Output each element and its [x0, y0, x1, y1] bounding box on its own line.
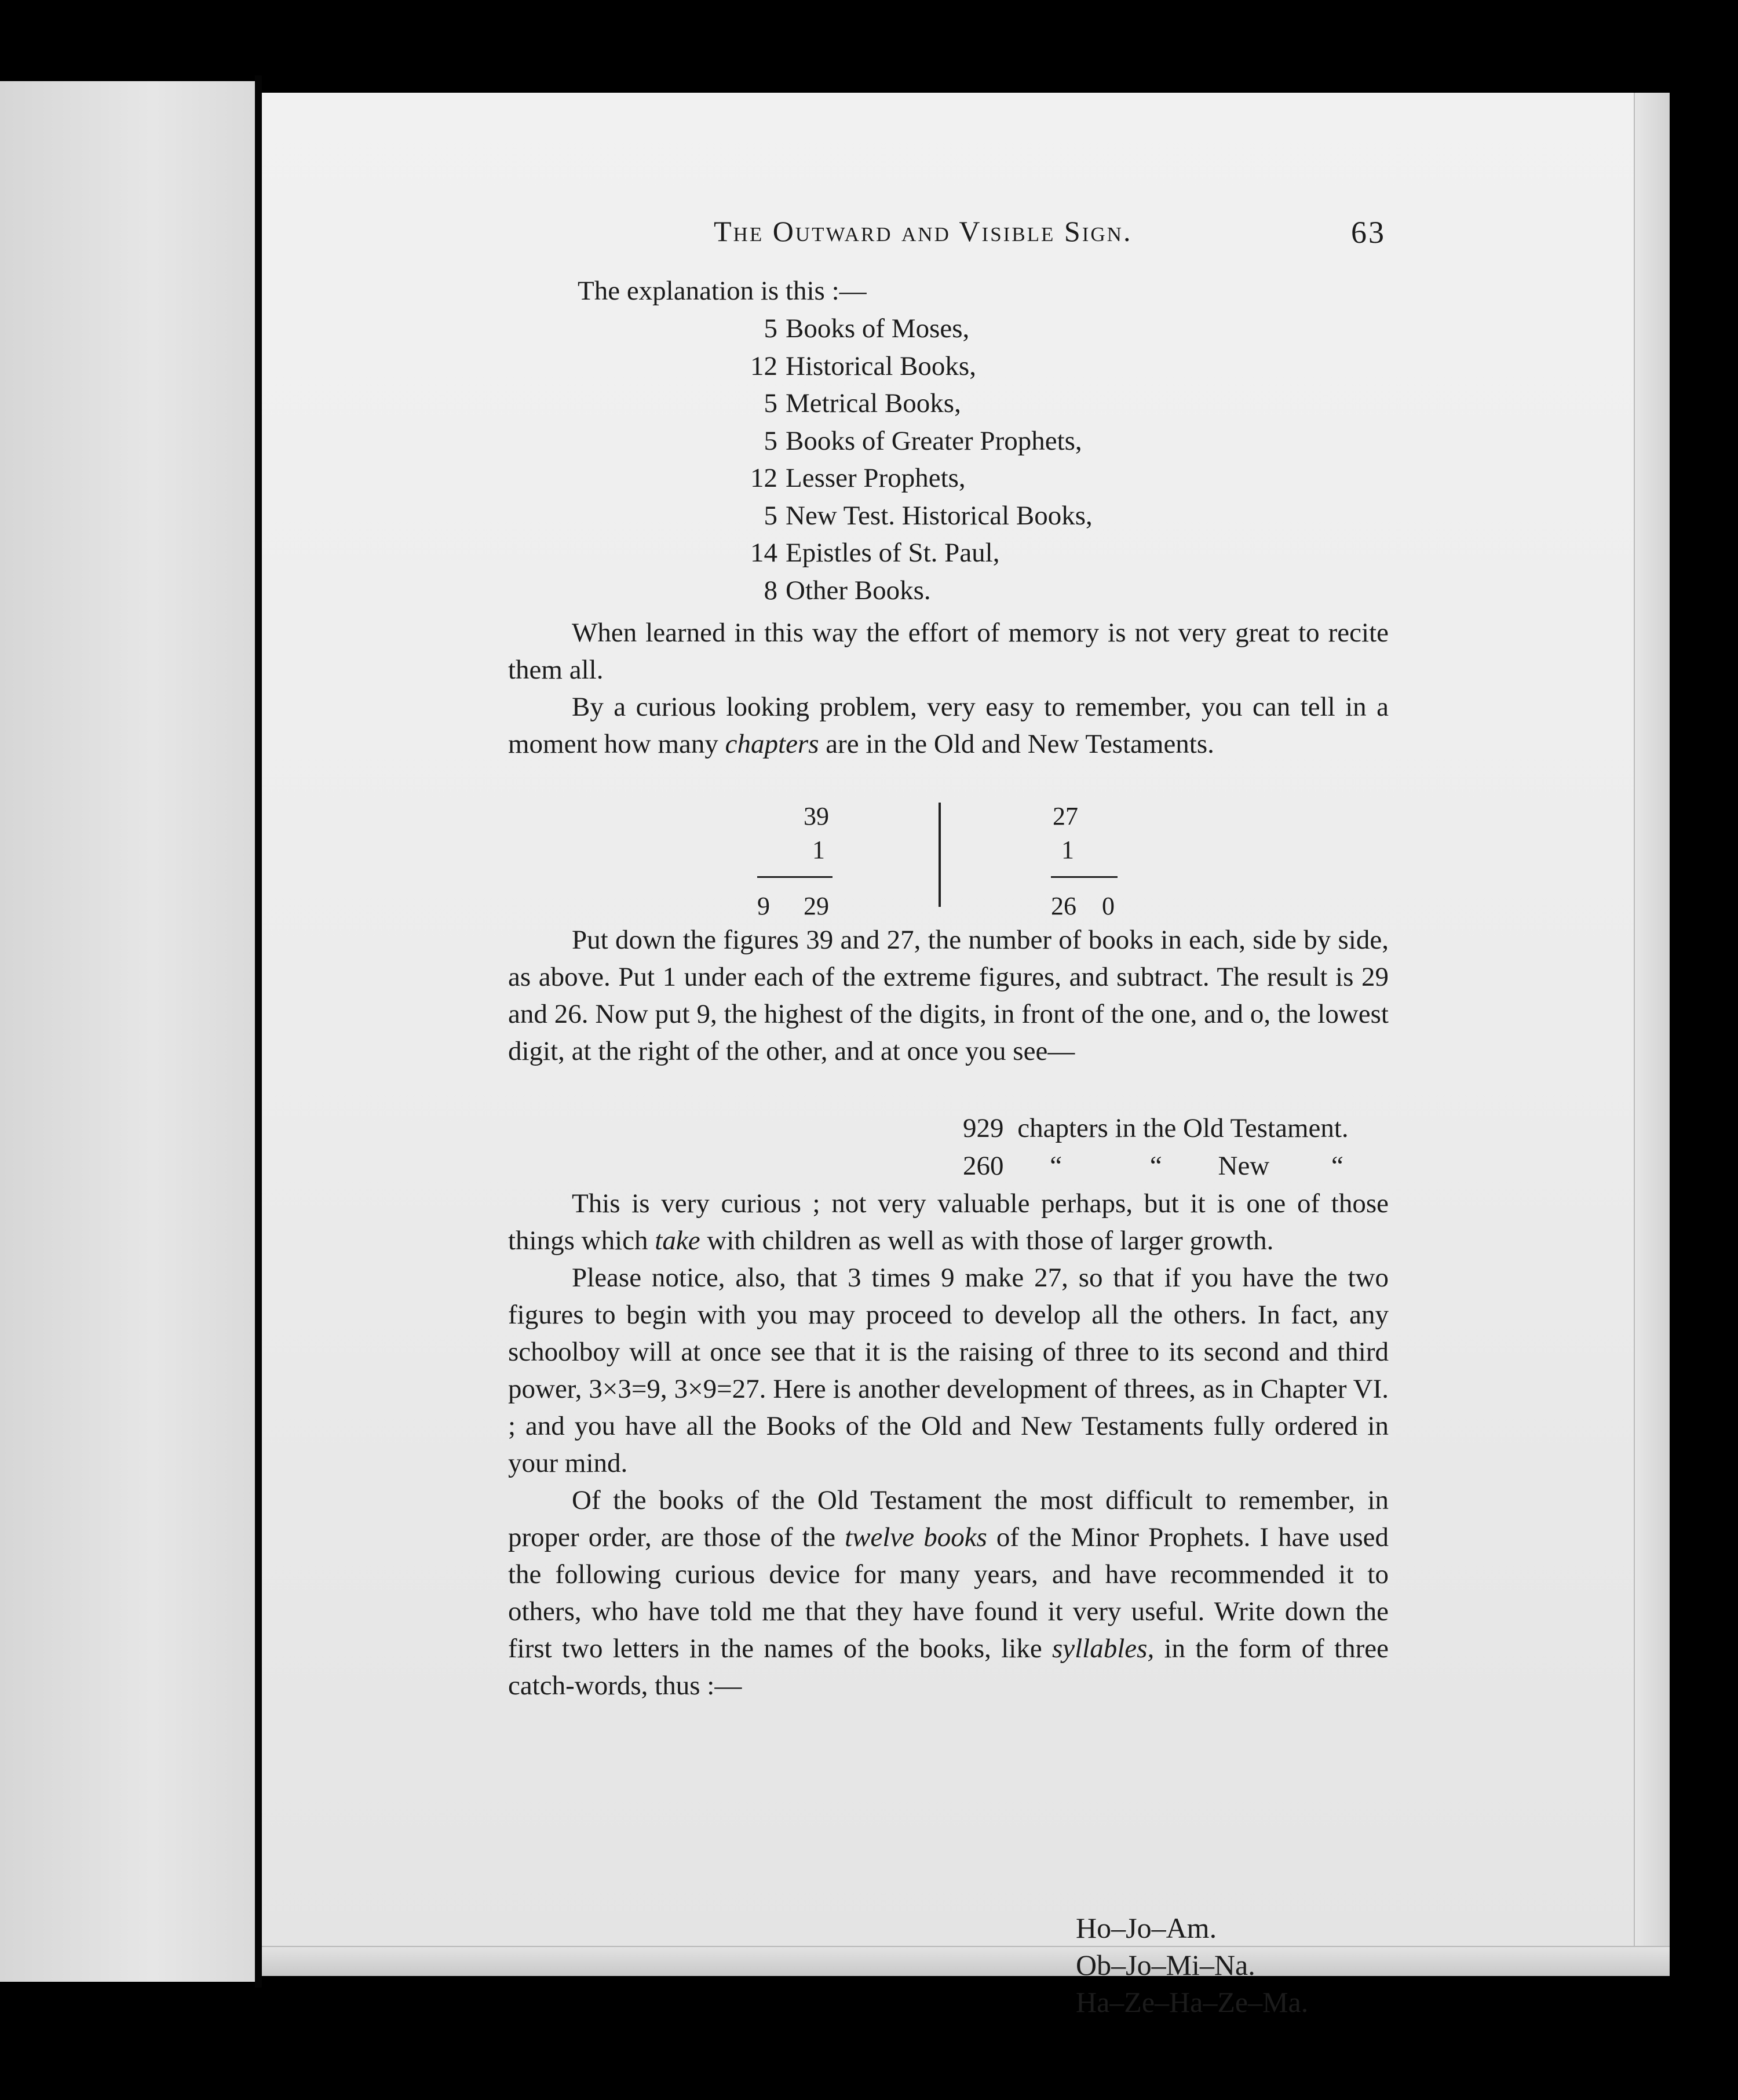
book-count: 12: [750, 351, 777, 381]
page-fore-edge: [1634, 93, 1670, 1976]
chapters-new-ditto-1: “: [1050, 1151, 1062, 1181]
body-section-2: [508, 921, 1389, 1070]
paragraph-minor-prophets: [508, 1482, 1389, 1704]
problem-emphasis: chapters: [725, 729, 819, 759]
book-count: 5: [764, 500, 777, 531]
paragraph-problem: [508, 688, 1389, 763]
book-list-item: [743, 497, 1093, 535]
book-label: Metrical Books,: [786, 388, 961, 418]
book-count: 14: [750, 538, 777, 568]
page-bottom-edge: [262, 1946, 1670, 1976]
paragraph-notice: Please notice, also, that 3 times 9 make 27, so that if you have the two figures to begin with you may proceed to develop all the others. In fact, any schoolboy will at once see that it is the raising of three to its second and third power, 3×3=9, 3×9=27. Here is another development of threes, as in Chapter VI. ; and you have all the Books of the Old and New Testaments fully ordered in your mind.: [508, 1263, 1389, 1478]
calc-left-top: 39: [804, 802, 829, 830]
minor-emphasis-2: syllables,: [1051, 1634, 1155, 1664]
body-section-1: [508, 614, 1389, 763]
running-header: [262, 214, 1670, 255]
body-section-3: [508, 1185, 1389, 1704]
minor-emphasis-1: twelve books: [845, 1522, 987, 1552]
paragraph-putdown: Put down the figures 39 and 27, the number of books in each, side by side, as above. Put 1 under each of the extreme figures, and subtract. The result is 29 and 26. Now put 9, the highest of the digits, in front of the one, and o, the lowest digit, at the right of the other, and at once you see—: [508, 925, 1389, 1066]
book-label: Epistles of St. Paul,: [786, 538, 1000, 568]
problem-text-a: By a curious looking problem, very easy to remember, you can tell in a moment how many: [508, 692, 1389, 759]
minor-text-b: of the Minor Prophets. I have used the following curious device for many years, and have recommended it to others, who have told me that they have found it very useful. Write down the first two letters in the names of the books, like: [508, 1522, 1389, 1664]
calc-right-sub: 1: [1061, 836, 1074, 864]
book-gutter: [255, 75, 262, 1988]
calc-left-rule: [757, 876, 833, 878]
book-list-item: [743, 572, 1093, 610]
book-list-item: [743, 348, 1093, 385]
facing-page-edge: [0, 81, 255, 1982]
calc-right-top: 27: [1053, 802, 1078, 830]
calc-left-result-b: 29: [804, 892, 829, 920]
chapters-new-ditto-2: “: [1149, 1151, 1162, 1181]
book-list-items: [743, 310, 1093, 609]
book-label: Books of Moses,: [786, 313, 970, 344]
catchwords: [1076, 1909, 1308, 2021]
book-label: New Test. Historical Books,: [786, 500, 1093, 531]
book-label: Lesser Prophets,: [786, 463, 966, 493]
chapters-new-line: [963, 1147, 1343, 1184]
book-list-item: [743, 385, 1093, 422]
book-list-item: [743, 534, 1093, 572]
book-label: Historical Books,: [786, 351, 976, 381]
book-count: 5: [764, 313, 777, 344]
catchword-line-2: Ob–Jo–Mi–Na.: [1076, 1949, 1255, 1981]
calc-divider: [939, 803, 941, 907]
chapters-old-text: chapters in the Old Testament.: [1017, 1113, 1349, 1143]
curious-emphasis: take: [655, 1226, 700, 1256]
minor-text-a: Of the books of the Old Testament the most difficult to remember, in proper order, are those of the: [508, 1485, 1389, 1552]
book-page: [262, 93, 1670, 2018]
chapters-old-line: [963, 1110, 1349, 1147]
book-count: 8: [764, 575, 777, 606]
book-count: 12: [750, 463, 777, 493]
book-list-item: [743, 422, 1093, 460]
minor-text-c: in the form of three catch-words, thus :—: [508, 1634, 1389, 1701]
paragraph-memory: When learned in this way the effort of memory is not very great to recite them all.: [508, 618, 1389, 685]
page-number: 63: [1351, 215, 1386, 250]
intro-block: [508, 272, 1389, 309]
intro-line: The explanation is this :—: [578, 276, 867, 306]
book-label: Other Books.: [786, 575, 931, 606]
book-count: 5: [764, 388, 777, 418]
chapters-new-number: 260: [963, 1151, 1004, 1181]
book-list-item: [743, 460, 1093, 497]
chapters-new-word: New: [1218, 1151, 1270, 1181]
chapters-new-ditto-3: “: [1331, 1151, 1343, 1181]
book-label: Books of Greater Prophets,: [786, 425, 1082, 456]
paragraph-curious: [508, 1185, 1389, 1259]
curious-text-a: This is very curious ; not very valuable perhaps, but it is one of those things which: [508, 1188, 1389, 1256]
running-title: The Outward and Visible Sign.: [714, 215, 1133, 247]
catchword-line-1: Ho–Jo–Am.: [1076, 1912, 1217, 1944]
calc-left-result-a: 9: [757, 892, 770, 920]
book-count: 5: [764, 425, 777, 456]
catchword-line-3: Ha–Ze–Ha–Ze–Ma.: [1076, 1986, 1309, 2018]
curious-text-b: with children as well as with those of larger growth.: [700, 1226, 1274, 1256]
calc-right-result-b: 0: [1102, 892, 1115, 920]
book-list-item: [743, 310, 1093, 348]
calc-right-result-a: 26: [1051, 892, 1076, 920]
chapters-old-number: 929: [963, 1113, 1004, 1143]
problem-text-b: are in the Old and New Testaments.: [819, 729, 1214, 759]
calc-right-rule: [1051, 876, 1118, 878]
calc-left-sub: 1: [812, 836, 825, 864]
